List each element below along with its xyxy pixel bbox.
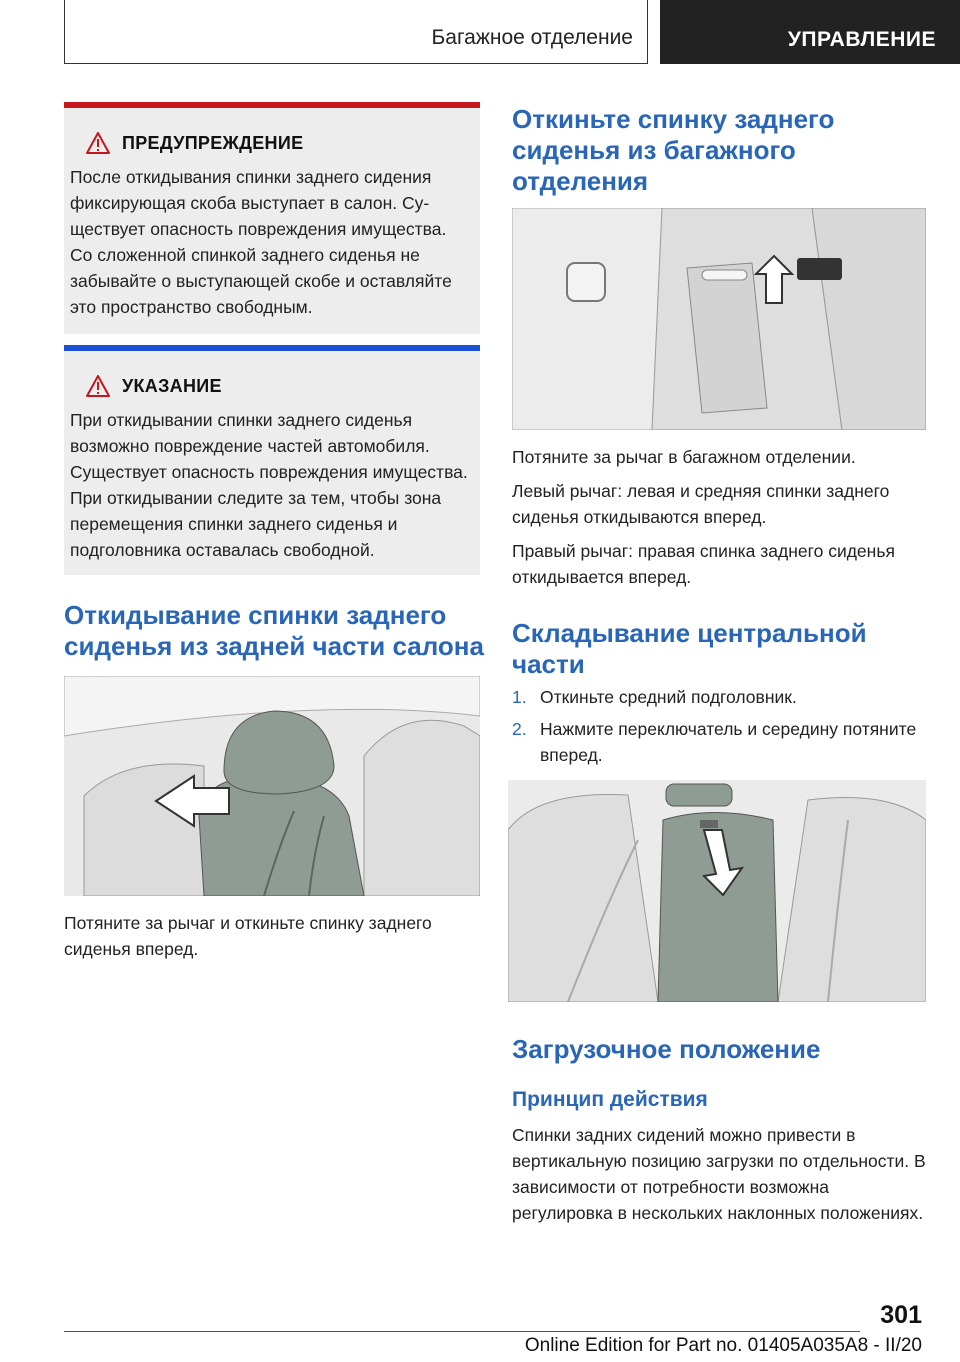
section-center-heading: Складывание центральной части xyxy=(512,618,867,679)
trunk-text-2: Левый рычаг: левая и средняя спинки заднего сиденья откидываются вперед. xyxy=(512,481,890,527)
warning-triangle-icon xyxy=(86,375,110,397)
section-loading-subheading: Принцип действия xyxy=(512,1088,708,1111)
header-section-title: Багажное отделение xyxy=(431,26,633,49)
trunk-text-3: Правый рычаг: правая спинка заднего сиденья откидывается вперед. xyxy=(512,541,895,587)
warning-triangle-icon xyxy=(86,132,110,154)
section-trunk-heading: Откиньте спинку заднего сиденья из багажного отделения xyxy=(512,104,835,196)
notice-title: УКАЗАНИЕ xyxy=(122,375,222,396)
section-loading-heading: Загрузочное положение xyxy=(512,1034,821,1064)
warning-text: После откидывания спинки заднего сидения фиксирующая скоба выступает в салон. Существует опасность повреждения имущества. Со сложенной спинкой заднего сиденья не забывайте о выступающей скобе и оставляйте это пространство свободным. xyxy=(70,167,452,317)
header-chapter-box xyxy=(660,0,960,64)
step-text: Откиньте средний подголовник. xyxy=(540,687,797,707)
section-rear-caption: Потяните за рычаг и откиньте спинку заднего сиденья вперед. xyxy=(64,913,432,959)
section-rear-heading: Откидывание спинки заднего сиденья из задней части салона xyxy=(64,600,484,661)
warning-box xyxy=(64,102,480,334)
step-number: 1. xyxy=(512,687,527,707)
step-number: 2. xyxy=(512,719,527,739)
figure-rear-seat xyxy=(64,676,480,896)
center-steps-list xyxy=(512,684,932,774)
page-number: 301 xyxy=(880,1301,922,1329)
step-text: Нажмите переключатель и середину потяните вперед. xyxy=(540,719,917,765)
header-chapter-title: УПРАВЛЕНИЕ xyxy=(787,28,936,51)
warning-title: ПРЕДУПРЕЖДЕНИЕ xyxy=(122,132,304,153)
trunk-text-1: Потяните за рычаг в багажном отделении. xyxy=(512,447,856,467)
header-section-box xyxy=(64,0,648,64)
notice-accent-bar xyxy=(64,345,480,351)
notice-text: При откидывании спинки заднего сиденья возможно повреждение частей автомобиля. Существует опасность повреждения имущества. При откидывании следите за тем, чтобы зона перемещения спинки заднего сиденья и подголовника оставалась свободной. xyxy=(70,410,468,560)
figure-trunk-lever xyxy=(512,208,926,430)
list-item xyxy=(512,684,932,710)
footer-edition: Online Edition for Part no. 01405A035A8 - II/20 xyxy=(524,1335,922,1356)
warning-accent-bar xyxy=(64,102,480,108)
figure-center-section xyxy=(508,780,926,1002)
footer-divider xyxy=(64,1331,860,1332)
loading-text: Спинки задних сидений можно привести в вертикальную позицию загрузки по отдельности. В зависимости от потребности возможна регулировка в нескольких наклонных положениях. xyxy=(512,1125,926,1223)
list-item xyxy=(512,716,932,768)
notice-box xyxy=(64,345,480,575)
